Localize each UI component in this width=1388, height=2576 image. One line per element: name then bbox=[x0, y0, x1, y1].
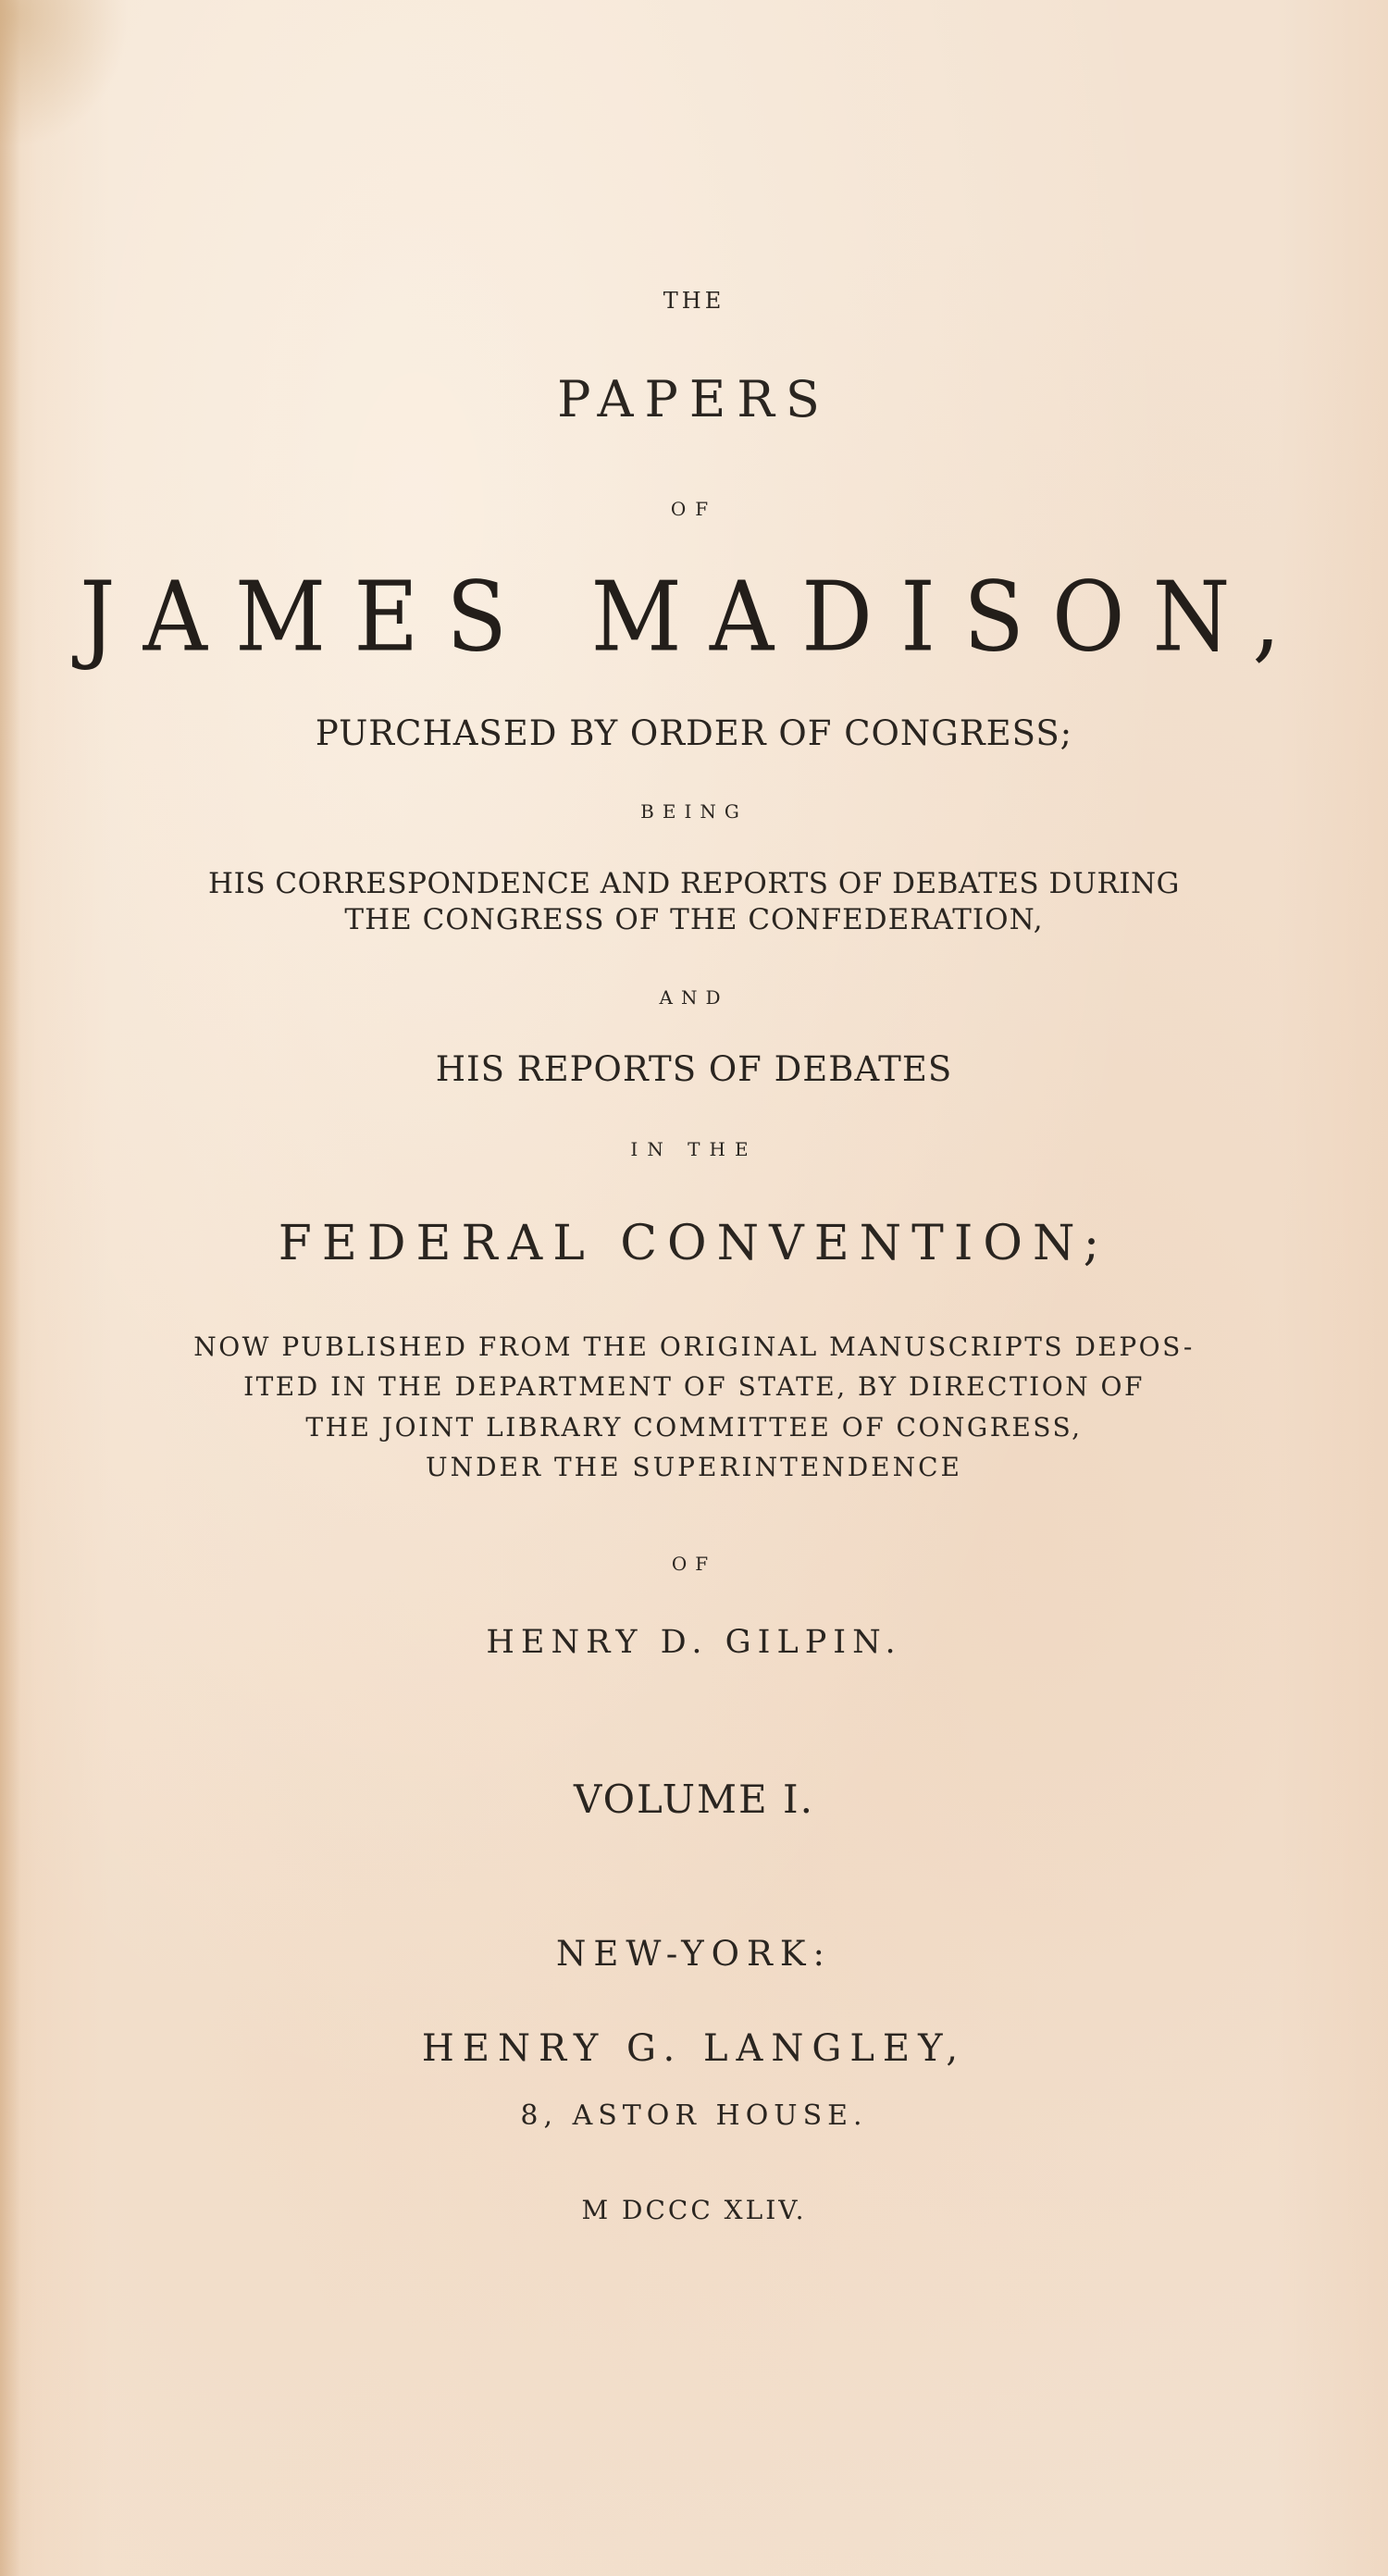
publication-place: NEW-YORK: bbox=[556, 1934, 832, 1974]
in-the-line: IN THE bbox=[630, 1138, 758, 1160]
publication-year: M DCCC XLIV. bbox=[581, 2195, 807, 2225]
published-line-3: THE JOINT LIBRARY COMMITTEE OF CONGRESS, bbox=[305, 1412, 1083, 1443]
volume-number: VOLUME I. bbox=[574, 1777, 814, 1822]
title-papers: PAPERS bbox=[557, 370, 831, 428]
being-line: BEING bbox=[640, 800, 748, 823]
of-line: OF bbox=[671, 1553, 717, 1575]
published-line-4: UNDER THE SUPERINTENDENCE bbox=[426, 1452, 962, 1482]
author-name: JAMES MADISON, bbox=[80, 561, 1308, 674]
reports-line: HIS REPORTS OF DEBATES bbox=[435, 1049, 953, 1089]
convention-title: FEDERAL CONVENTION; bbox=[278, 1216, 1110, 1271]
publisher-name: HENRY G. LANGLEY, bbox=[421, 2027, 967, 2070]
published-line-1: NOW PUBLISHED FROM THE ORIGINAL MANUSCRIPTS DEPOS- bbox=[193, 1331, 1195, 1362]
title-the: THE bbox=[663, 288, 725, 314]
purchased-line: PURCHASED BY ORDER OF CONGRESS; bbox=[315, 713, 1073, 753]
corner-stain bbox=[0, 0, 130, 148]
correspondence-line-1: HIS CORRESPONDENCE AND REPORTS OF DEBATES DURING bbox=[208, 867, 1180, 900]
published-line-2: ITED IN THE DEPARTMENT OF STATE, BY DIRECTION OF bbox=[243, 1371, 1145, 1402]
editor-name: HENRY D. GILPIN. bbox=[486, 1624, 902, 1661]
title-of: OF bbox=[670, 498, 718, 520]
and-line: AND bbox=[659, 986, 729, 1009]
correspondence-line-2: THE CONGRESS OF THE CONFEDERATION, bbox=[344, 903, 1044, 936]
publisher-address: 8, ASTOR HOUSE. bbox=[520, 2099, 868, 2132]
